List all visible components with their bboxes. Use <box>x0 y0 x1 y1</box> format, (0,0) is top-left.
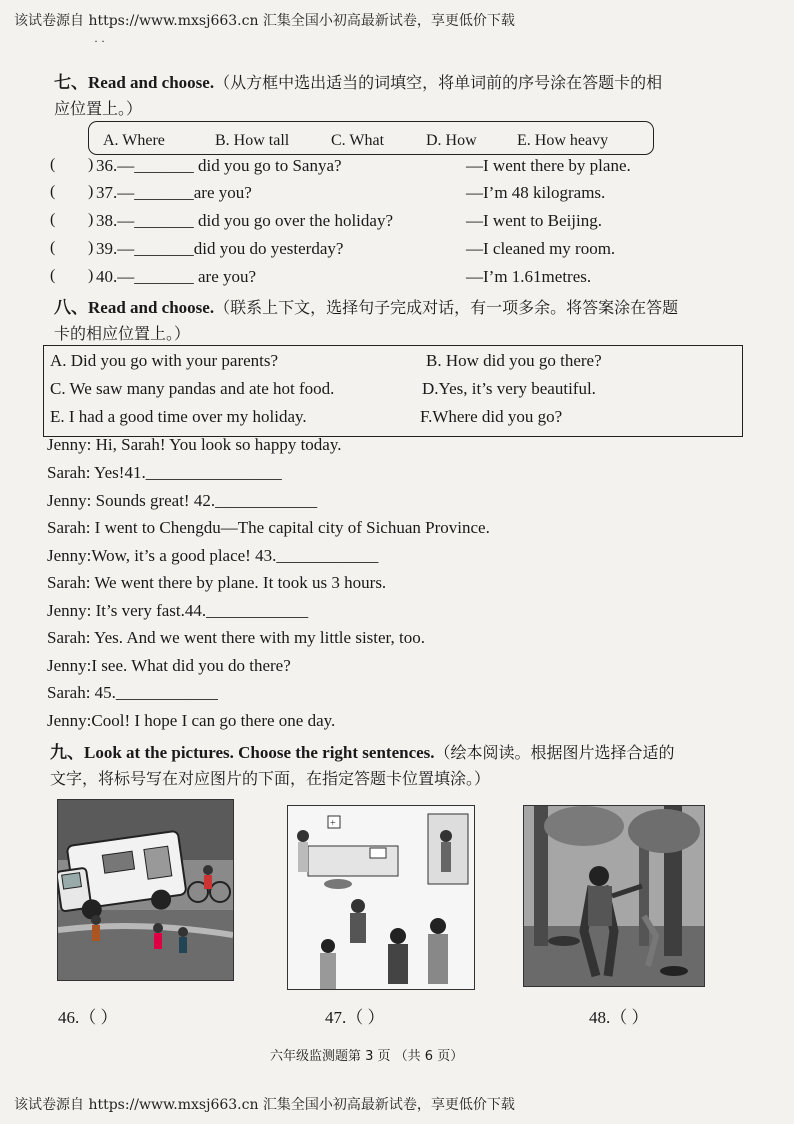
option-a: A. Where <box>103 132 165 149</box>
question-37: 37.—_______are you? <box>96 183 252 202</box>
section7-title-cn: （从方框中选出适当的词填空，将单词前的序号涂在答题卡的相 <box>214 73 663 92</box>
section8-title-cn: （联系上下文，选择句子完成对话，有一项多余。将答案涂在答题 <box>214 298 679 317</box>
answer-36: —I went there by plane. <box>466 156 631 175</box>
answer-paren-open: ( <box>50 183 56 200</box>
option-c: C. We saw many pandas and ate hot food. <box>50 379 335 398</box>
section7-title <box>54 68 662 93</box>
section8-title-cn-wrap: 卡的相应位置上。） <box>54 324 191 343</box>
answer-paren-close: ) <box>88 239 94 256</box>
mark-dot: · · <box>94 34 105 48</box>
section7-title-cn-wrap: 应位置上。） <box>54 99 143 118</box>
answer-label-46: 46.（ ） <box>58 1008 118 1027</box>
answer-label-48: 48.（ ） <box>589 1008 649 1027</box>
forest-scene-illustration <box>524 806 704 986</box>
dialogue-line: Jenny: It’s very fast.44.____________ <box>47 601 309 620</box>
picture-48-forest-scene <box>523 805 705 987</box>
camper-van-illustration <box>58 800 233 980</box>
answer-paren-open: ( <box>50 156 56 173</box>
section8-title-en: 八、Read and choose. <box>54 298 215 317</box>
dialogue-line: Jenny:Wow, it’s a good place! 43.____________ <box>47 546 379 565</box>
option-d: D. How <box>426 132 477 149</box>
question-40: 40.—_______ are you? <box>96 267 257 286</box>
dialogue-line: Jenny:I see. What did you do there? <box>47 656 291 675</box>
option-e: E. I had a good time over my holiday. <box>50 407 307 426</box>
option-e: E. How heavy <box>517 132 609 149</box>
dialogue-line: Jenny:Cool! I hope I can go there one day. <box>47 711 336 730</box>
answer-paren-close: ) <box>88 267 94 284</box>
section7-title-en: 七、Read and choose. <box>54 73 215 92</box>
source-footer: 该试卷源自 https://www.mxsj663.cn 汇集全国小初高最新试卷，享更低价下载 <box>14 1097 515 1113</box>
answer-paren-close: ) <box>88 211 94 228</box>
option-b: B. How did you go there? <box>426 351 602 370</box>
dialogue-line: Jenny: Sounds great! 42.____________ <box>47 491 318 510</box>
answer-37: —I’m 48 kilograms. <box>466 183 606 202</box>
answer-label-47: 47.（ ） <box>325 1008 385 1027</box>
section9-title <box>50 738 675 763</box>
picture-46-camper-van <box>57 799 234 981</box>
page-number: 六年级监测题第 3 页 （共 6 页） <box>270 1049 464 1064</box>
option-b: B. How tall <box>215 132 290 149</box>
question-38: 38.—_______ did you go over the holiday? <box>96 211 393 230</box>
dialogue-line: Sarah: I went to Chengdu—The capital city of Sichuan Province. <box>47 518 490 537</box>
section9-title-en: 九、Look at the pictures. Choose the right sentences. <box>50 743 435 762</box>
dialogue-line: Sarah: Yes!41.________________ <box>47 463 282 482</box>
answer-paren-open: ( <box>50 211 56 228</box>
source-header: 该试卷源自 https://www.mxsj663.cn 汇集全国小初高最新试卷，享更低价下载 <box>14 13 515 29</box>
dialogue-line: Sarah: 45.____________ <box>47 683 218 702</box>
hospital-scene-illustration <box>288 806 474 989</box>
dialogue-line: Jenny: Hi, Sarah! You look so happy today. <box>47 435 342 454</box>
section9-title-cn-wrap: 文字，将标号写在对应图片的下面，在指定答题卡位置填涂。） <box>50 769 491 788</box>
section9-title-cn: （绘本阅读。根据图片选择合适的 <box>434 743 675 762</box>
option-f: F.Where did you go? <box>420 407 563 426</box>
picture-47-hospital-scene <box>287 805 475 990</box>
answer-39: —I cleaned my room. <box>466 239 616 258</box>
answer-40: —I’m 1.61metres. <box>466 267 592 286</box>
answer-paren-close: ) <box>88 183 94 200</box>
dialogue-line: Sarah: Yes. And we went there with my little sister, too. <box>47 628 426 647</box>
option-a: A. Did you go with your parents? <box>50 351 279 370</box>
svg-text:+: + <box>330 818 336 829</box>
question-36: 36.—_______ did you go to Sanya? <box>96 156 342 175</box>
option-d: D.Yes, it’s very beautiful. <box>422 379 596 398</box>
question-39: 39.—_______did you do yesterday? <box>96 239 344 258</box>
answer-paren-open: ( <box>50 239 56 256</box>
option-c: C. What <box>331 132 385 149</box>
answer-paren-open: ( <box>50 267 56 284</box>
answer-38: —I went to Beijing. <box>466 211 602 230</box>
section8-title <box>54 293 678 318</box>
dialogue-line: Sarah: We went there by plane. It took us 3 hours. <box>47 573 387 592</box>
answer-paren-close: ) <box>88 156 94 173</box>
